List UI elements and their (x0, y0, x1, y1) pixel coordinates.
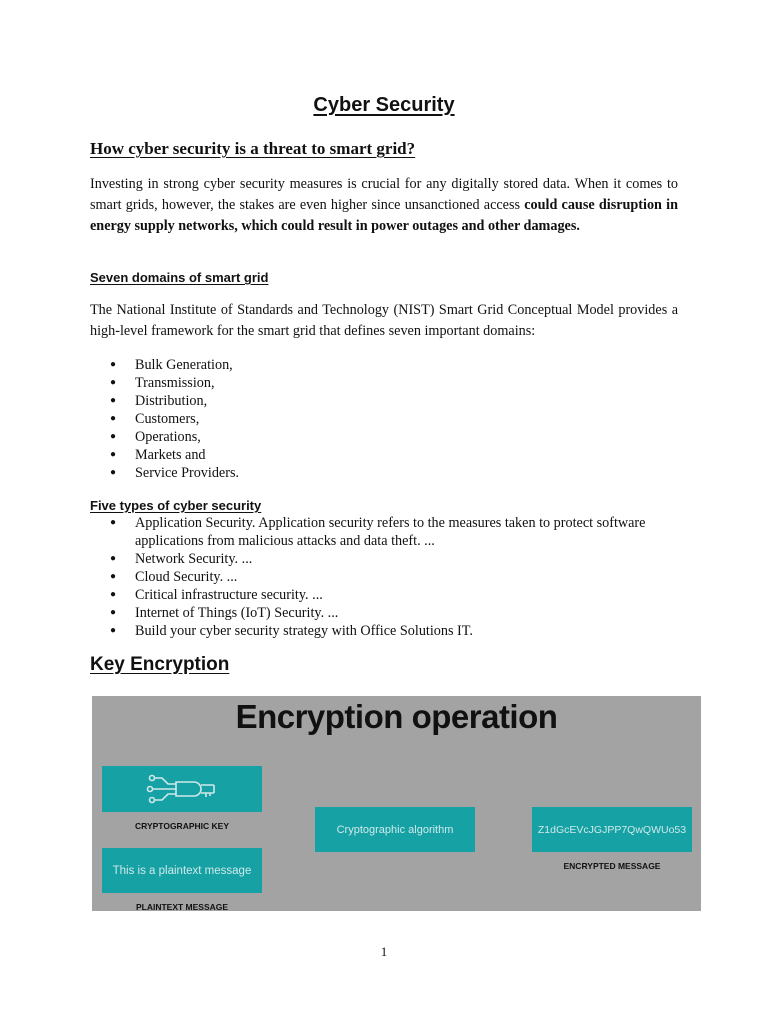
key-circuit-icon (146, 772, 218, 806)
types-list (90, 514, 650, 640)
types-heading: Five types of cyber security (90, 498, 262, 513)
intro-bold-text: could cause disruption in energy supply networks, which could result in power outages and other damages. (90, 197, 678, 234)
plaintext-message-box (102, 848, 262, 893)
plaintext-message-label: PLAINTEXT MESSAGE (135, 902, 229, 911)
list-item: ● Service Providers. (90, 464, 650, 482)
encrypted-message-label: ENCRYPTED MESSAGE (563, 861, 661, 871)
page-number: 1 (380, 944, 388, 959)
domains-heading: Seven domains of smart grid (90, 270, 269, 285)
domains-paragraph: The National Institute of Standards and Technology (NIST) Smart Grid Conceptual Model provides a high-level framework for the smart grid that defines seven important domains: (90, 302, 678, 339)
list-item: ● Operations, (90, 428, 650, 446)
list-item: ● Distribution, (90, 392, 650, 410)
key-encryption-heading: Key Encryption (90, 654, 230, 675)
list-item: ● Critical infrastructure security. ... (90, 586, 650, 604)
algorithm-box-text: Cryptographic algorithm (336, 823, 454, 836)
plaintext-box-text: This is a plaintext message (112, 864, 252, 877)
domains-list (90, 356, 650, 482)
list-item: ● Application Security. Application security refers to the measures taken to protect software applications from malicious attacks and data theft. ... (90, 514, 650, 550)
list-item: ● Customers, (90, 410, 650, 428)
list-item: ● Build your cyber security strategy with Office Solutions IT. (90, 622, 650, 640)
list-item: ● Markets and (90, 446, 650, 464)
list-item: ● Cloud Security. ... (90, 568, 650, 586)
cryptographic-key-label: CRYPTOGRAPHIC KEY (135, 821, 229, 831)
intro-paragraph (90, 174, 678, 237)
encrypted-message-box (532, 807, 692, 852)
encryption-figure (92, 696, 701, 911)
list-item: ● Internet of Things (IoT) Security. ... (90, 604, 650, 622)
intro-text: Investing in strong cyber security measures is crucial for any digitally stored data. When it comes to smart grids, however, the stakes are even higher since unsanctioned access (90, 176, 678, 213)
list-item: ● Transmission, (90, 374, 650, 392)
document-title: Cyber Security (313, 94, 455, 116)
list-item: ● Bulk Generation, (90, 356, 650, 374)
list-item: ● Network Security. ... (90, 550, 650, 568)
encrypted-box-text: Z1dGcEVcJGJPP7QwQWUo53 (537, 823, 687, 836)
figure-title: Encryption operation (235, 698, 558, 735)
cryptographic-key-box (102, 766, 262, 812)
section-heading: How cyber security is a threat to smart grid? (90, 139, 416, 158)
cryptographic-algorithm-box (315, 807, 475, 852)
